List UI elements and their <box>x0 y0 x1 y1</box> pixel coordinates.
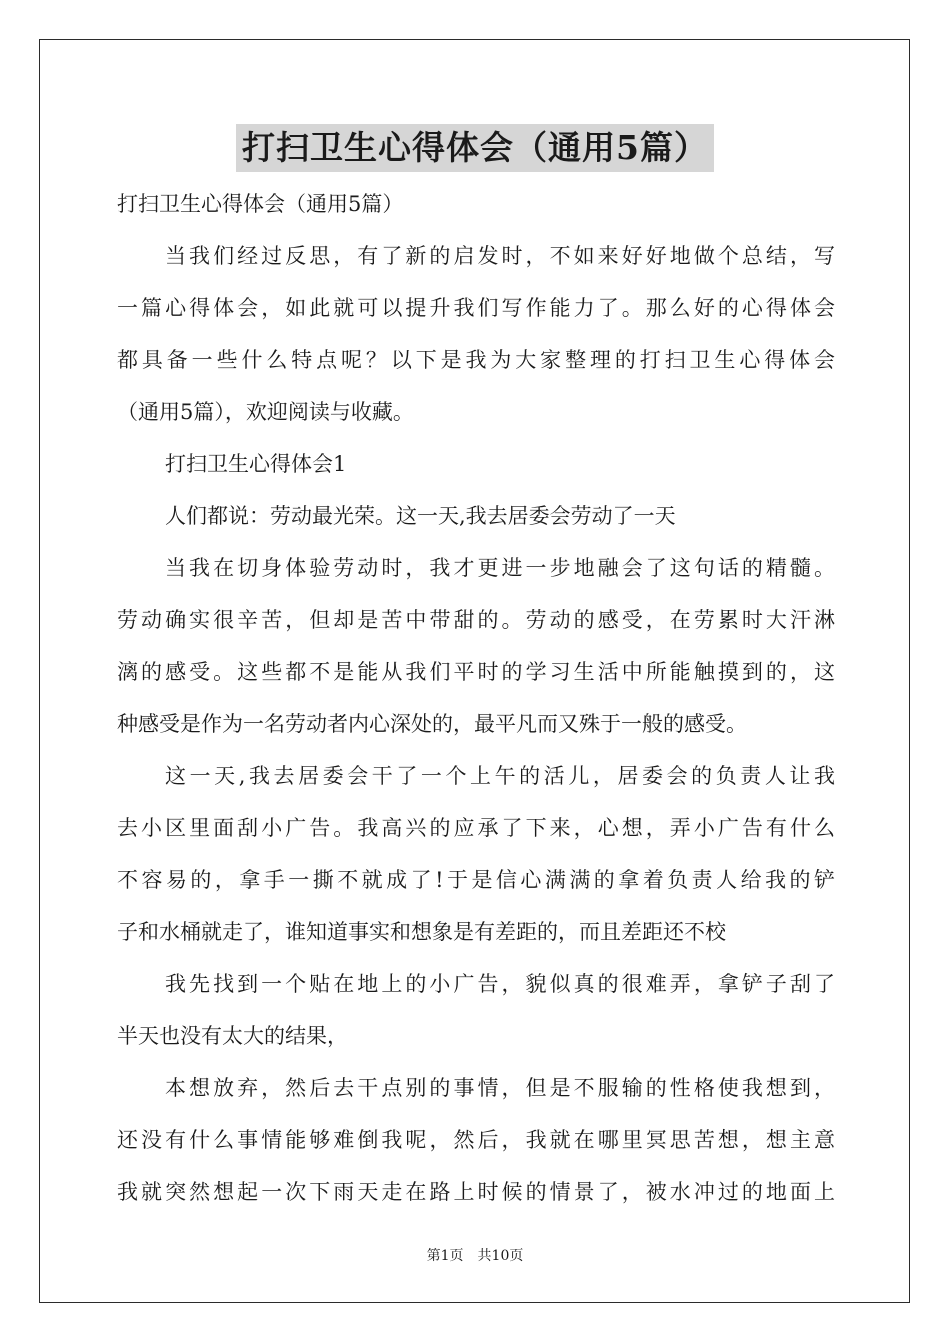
text-line: 我先找到一个贴在地上的小广告，貌似真的很难弄，拿铲子刮了 <box>165 972 835 996</box>
text-line: 去小区里面刮小广告。我高兴的应承了下来，心想，弄小广告有什么 <box>117 816 835 840</box>
text-line: 这一天,我去居委会干了一个上午的活儿，居委会的负责人让我 <box>165 764 835 788</box>
text-line: 种感受是作为一名劳动者内心深处的，最平凡而又殊于一般的感受。 <box>117 712 747 736</box>
text-line: 都具备一些什么特点呢？以下是我为大家整理的打扫卫生心得体会 <box>117 348 835 372</box>
text-line: 我就突然想起一次下雨天走在路上时候的情景了，被水冲过的地面上 <box>117 1180 835 1204</box>
text-line: 半天也没有太大的结果， <box>117 1024 348 1048</box>
document-body <box>117 178 835 1218</box>
page-number: 第1页 <box>426 1248 464 1264</box>
text-line: 当我在切身体验劳动时，我才更进一步地融会了这句话的精髓。 <box>165 556 835 580</box>
text-line: 还没有什么事情能够难倒我呢，然后，我就在哪里冥思苦想，想主意 <box>117 1128 835 1152</box>
text-line: 当我们经过反思，有了新的启发时，不如来好好地做个总结，写 <box>165 244 835 268</box>
text-line: （通用5篇），欢迎阅读与收藏。 <box>117 400 414 424</box>
text-line: 不容易的，拿手一撕不就成了!于是信心满满的拿着负责人给我的铲 <box>117 868 835 892</box>
text-line: 一篇心得体会，如此就可以提升我们写作能力了。那么好的心得体会 <box>117 296 835 320</box>
text-line: 劳动确实很辛苦，但却是苦中带甜的。劳动的感受，在劳累时大汗淋 <box>117 608 835 632</box>
page-footer <box>0 1246 950 1266</box>
page-total: 共10页 <box>477 1248 524 1264</box>
text-line: 本想放弃，然后去干点别的事情，但是不服输的性格使我想到， <box>165 1076 835 1100</box>
text-line: 打扫卫生心得体会1 <box>165 452 347 476</box>
text-line: 子和水桶就走了，谁知道事实和想象是有差距的，而且差距还不校 <box>117 920 726 944</box>
text-line: 打扫卫生心得体会（通用5篇） <box>117 192 404 216</box>
document-title: 打扫卫生心得体会（通用5篇） <box>236 124 714 172</box>
title-area <box>0 124 950 172</box>
text-line: 人们都说：劳动最光荣。这一天,我去居委会劳动了一天 <box>165 504 676 528</box>
text-line: 漓的感受。这些都不是能从我们平时的学习生活中所能触摸到的，这 <box>117 660 835 684</box>
